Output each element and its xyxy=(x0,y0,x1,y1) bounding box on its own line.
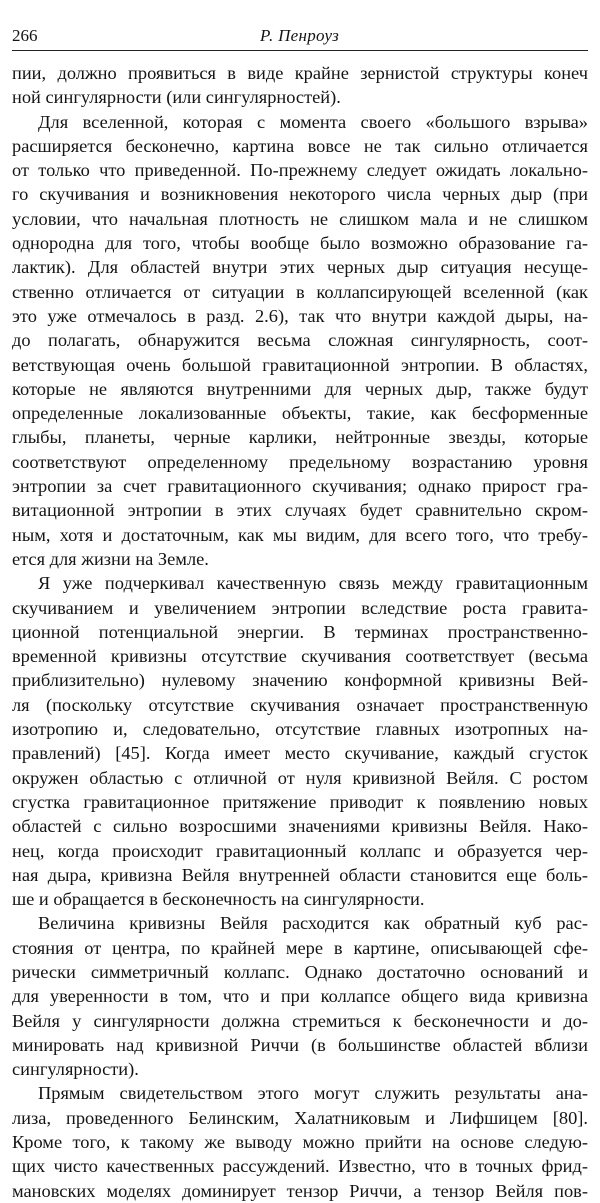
text-line: рически симметричный коллапс. Однако достаточно оснований и xyxy=(12,961,588,982)
page-header xyxy=(12,24,588,51)
text-line: стояния от центра, по крайней мере в картине, описывающей сфе- xyxy=(12,937,588,958)
text-line: приблизительно) нулевому значению конформной кривизны Вей- xyxy=(12,670,588,691)
text-line: которые не являются внутренними для черных дыр, также будут xyxy=(12,378,588,399)
text-line: минировать над кривизной Риччи (в большинстве областей вблизи xyxy=(12,1034,588,1055)
text-line: Вейля у сингулярности должна стремиться к бесконечности и до- xyxy=(12,1010,588,1031)
text-line: ля (поскольку отсутствие скучивания означает пространственную xyxy=(12,694,588,715)
text-line: от только что приведенной. По-прежнему следует ожидать локально- xyxy=(12,160,588,181)
paragraph xyxy=(12,911,588,1081)
text-line: витационной энтропии в этих случаях будет сравнительно скром- xyxy=(12,500,588,521)
page-number: 266 xyxy=(12,26,38,45)
text-line: Величина кривизны Вейля расходится как обратный куб рас- xyxy=(38,913,588,934)
running-head: Р. Пенроуз xyxy=(260,26,340,45)
text-line: ственно отличается от ситуации в коллапсирующей вселенной (как xyxy=(12,281,588,302)
text-line: областей с сильно возросшими значениями кривизны Вейля. Нако- xyxy=(12,816,588,837)
page-body xyxy=(12,61,588,1203)
paragraph xyxy=(12,571,588,911)
text-line: однородна для того, чтобы вообще было возможно образование га- xyxy=(12,233,588,254)
text-line: мановских моделях доминирует тензор Риччи, а тензор Вейля пов- xyxy=(12,1180,588,1201)
text-line: ветствующая очень большой гравитационной энтропии. В областях, xyxy=(12,354,588,375)
text-line: условии, что начальная плотность не слишком мала и не слишком xyxy=(12,208,588,229)
text-line: ная дыра, кривизна Вейля внутренней области становится еще боль- xyxy=(12,864,588,885)
text-line: ной сингулярности (или сингулярностей). xyxy=(12,87,341,108)
text-line: ше и обращается в бесконечность на сингулярности. xyxy=(12,889,425,910)
text-line: правлений) [45]. Когда имеет место скучивание, каждый сгусток xyxy=(12,743,588,764)
text-line: скучиванием и увеличением энтропии вследствие роста гравита- xyxy=(12,597,588,618)
text-line: Прямым свидетельством этого могут служить результаты ана- xyxy=(38,1083,588,1104)
text-line: го скучивания и возникновения некоторого числа черных дыр (при xyxy=(12,184,588,205)
text-line: ционной потенциальной энергии. В терминах пространственно- xyxy=(12,621,588,642)
text-line: пии, должно проявиться в виде крайне зернистой структуры конеч xyxy=(12,63,588,83)
text-line: расширяется бесконечно, картина вовсе не так сильно отличается xyxy=(12,135,588,156)
text-line: изотропию и, следовательно, отсутствие главных изотропных на- xyxy=(12,719,588,740)
text-line: соответствуют определенному предельному возрастанию уровня xyxy=(12,451,588,472)
text-line: Кроме того, к такому же выводу можно прийти на основе следую- xyxy=(12,1132,588,1153)
text-line: Для вселенной, которая с момента своего «большого взрыва» xyxy=(38,111,588,132)
text-line: нец, когда происходит гравитационный коллапс и образуется чер- xyxy=(12,840,588,861)
paragraph xyxy=(12,1081,588,1202)
text-line: энтропии за счет гравитационного скучивания; однако прирост гра- xyxy=(12,476,588,497)
text-line: сгустка гравитационное притяжение приводит к появлению новых xyxy=(12,791,588,812)
text-line: окружен областью с отличной от нуля кривизной Вейля. С ростом xyxy=(12,767,588,788)
text-line: до полагать, обнаружится весьма сложная сингулярность, соот- xyxy=(12,330,588,351)
text-line: это уже отмечалось в разд. 2.6), так что внутри каждой дыры, на- xyxy=(12,305,588,326)
text-line: глыбы, планеты, черные карлики, нейтронные звезды, которые xyxy=(12,427,588,448)
paragraph xyxy=(12,110,588,572)
paragraph xyxy=(12,61,588,110)
text-line: щих чисто качественных рассуждений. Известно, что в точных фрид- xyxy=(12,1156,588,1177)
text-line: ным, хотя и достаточным, как мы видим, для всего того, что требу- xyxy=(12,524,588,545)
book-page xyxy=(12,24,588,1203)
text-line: определенные локализованные объекты, такие, как бесформенные xyxy=(12,403,588,424)
text-line: Я уже подчеркивал качественную связь между гравитационным xyxy=(38,573,588,594)
text-line: лактик). Для областей внутри этих черных дыр ситуация несуще- xyxy=(12,257,588,278)
text-line: для уверенности в том, что и при коллапсе общего вида кривизна xyxy=(12,986,588,1007)
text-line: временной кривизны отсутствие скучивания соответствует (весьма xyxy=(12,646,588,667)
text-line: ется для жизни на Земле. xyxy=(12,548,209,569)
text-line: лиза, проведенного Белинским, Халатниковым и Лифшицем [80]. xyxy=(12,1107,588,1128)
text-line: сингулярности). xyxy=(12,1059,139,1080)
